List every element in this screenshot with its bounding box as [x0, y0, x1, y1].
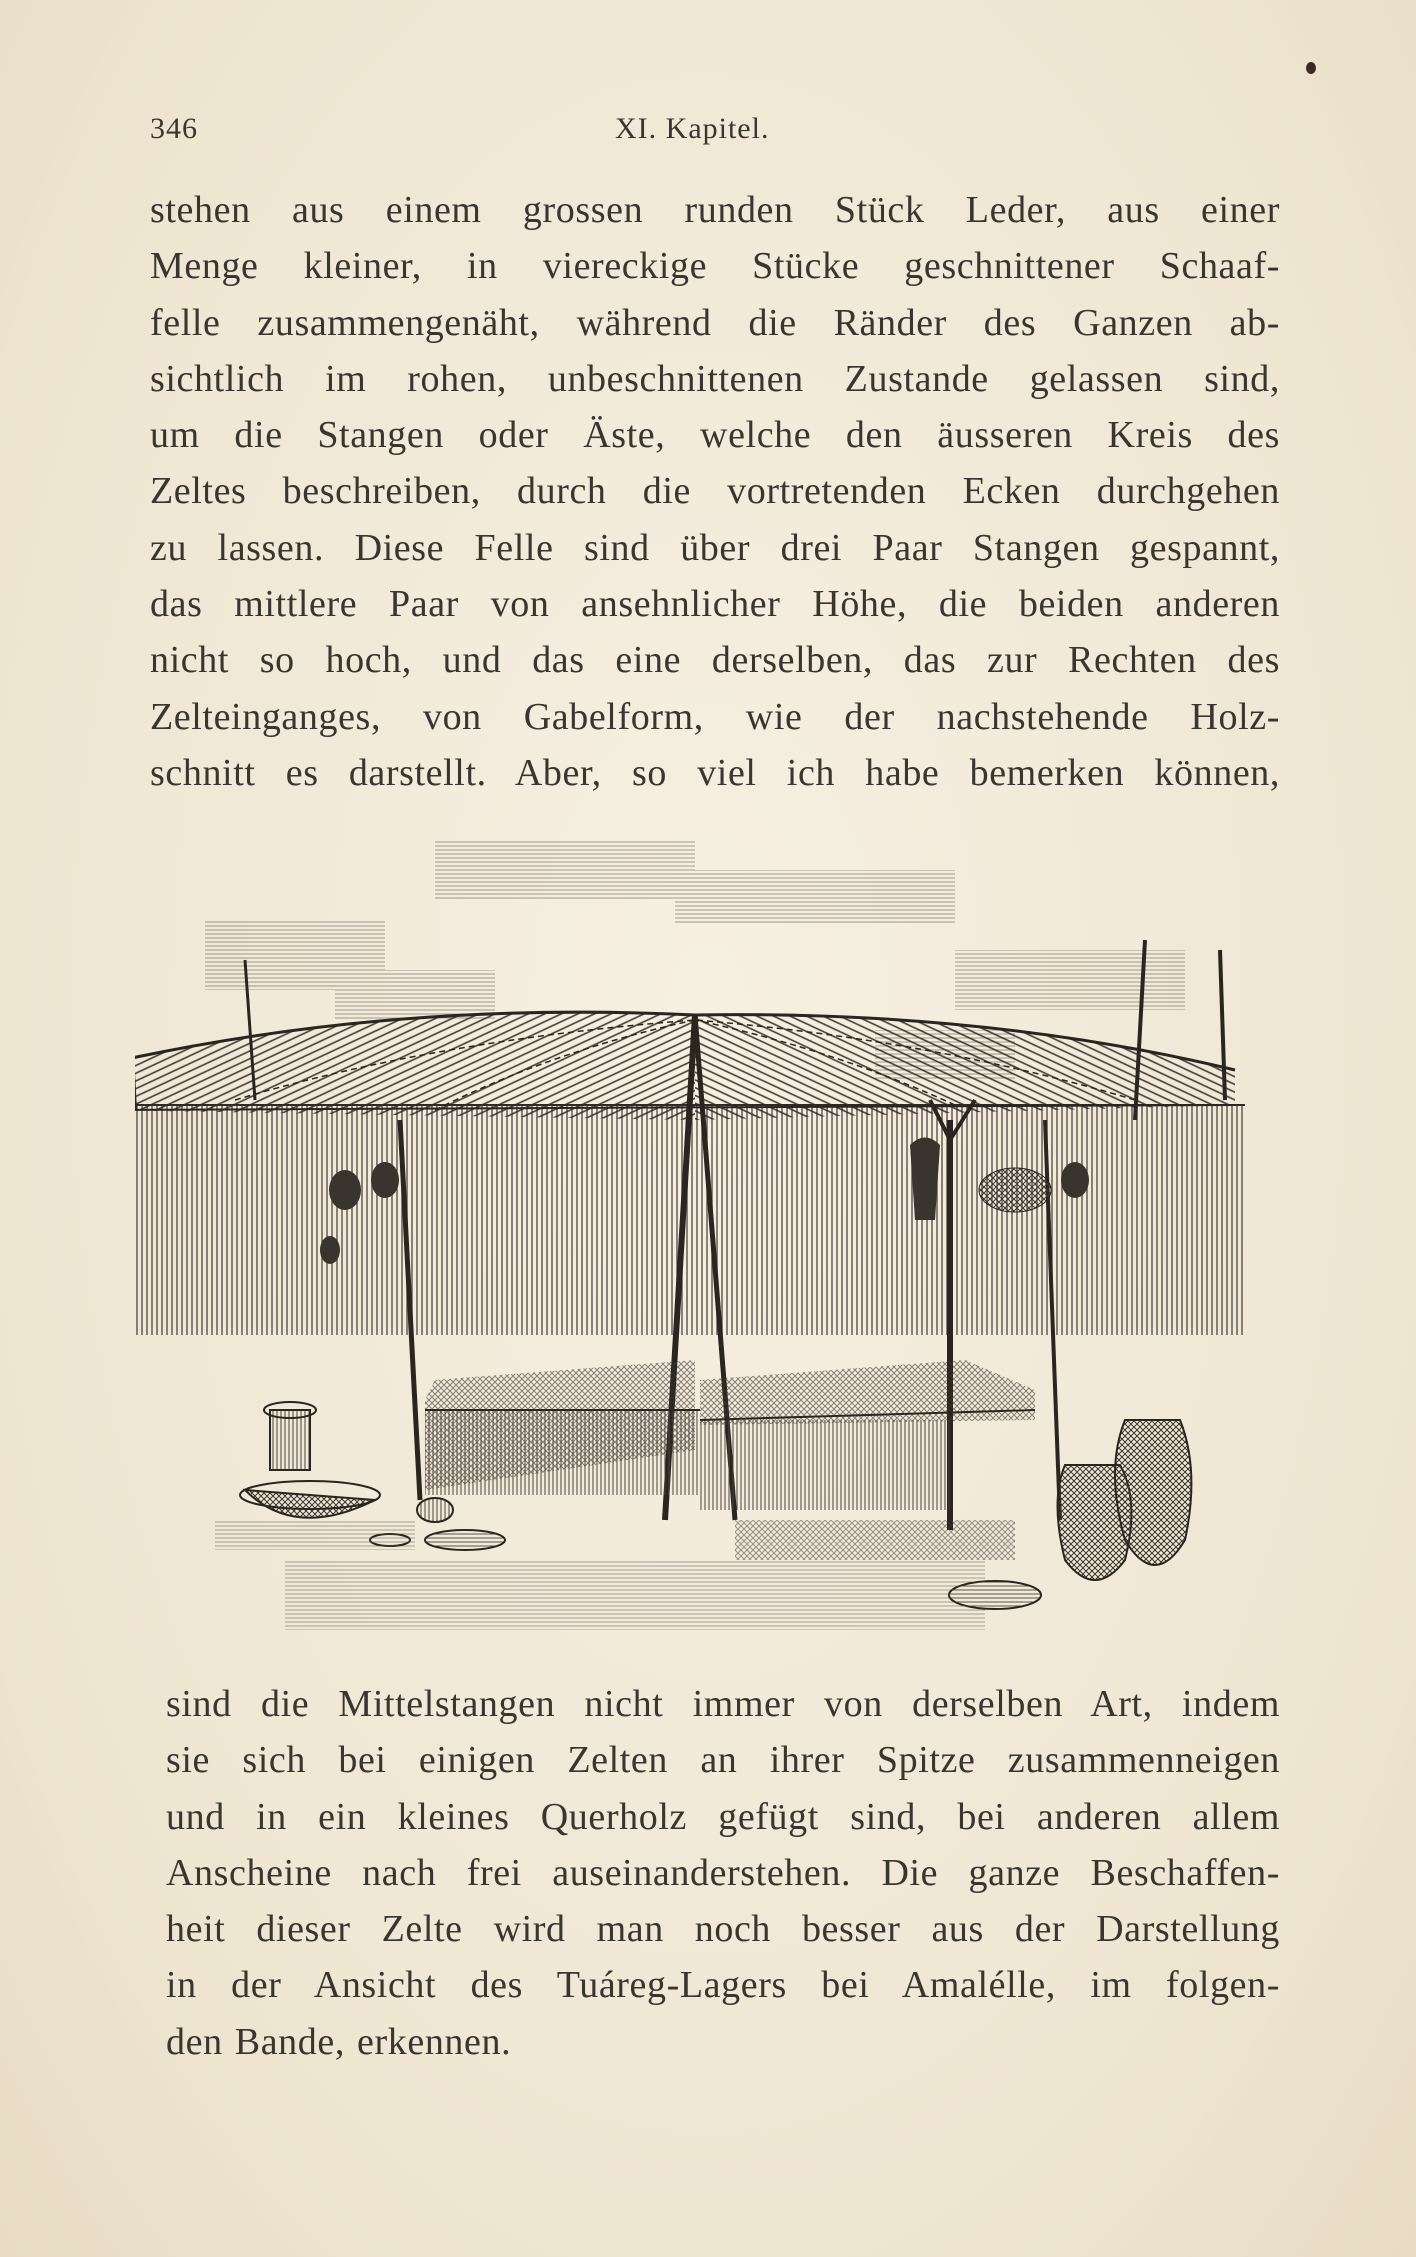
text-line: Menge kleiner, in viereckige Stücke geschnittener Schaaf-: [150, 245, 1280, 288]
text-line: felle zusammengenäht, während die Ränder des Ganzen ab-: [150, 301, 1280, 344]
tent-engraving: [135, 800, 1275, 1660]
text-line: Anscheine nach frei auseinanderstehen. Die ganze Beschaffen-: [166, 1851, 1280, 1894]
text-line: zu lassen. Diese Felle sind über drei Paar Stangen gespannt,: [150, 526, 1280, 569]
text-line: den Bande, erkennen.: [166, 2020, 512, 2063]
text-line: sind die Mittelstangen nicht immer von derselben Art, indem: [166, 1683, 1280, 1725]
page-number: 346: [150, 112, 198, 145]
tent-engraving-svg: [135, 800, 1275, 1660]
running-head: XI. Kapitel.: [615, 112, 770, 145]
text-line: Zeltes beschreiben, durch die vortretenden Ecken durchgehen: [150, 470, 1280, 513]
text-line: nicht so hoch, und das eine derselben, das zur Rechten des: [150, 639, 1280, 682]
text-line: in der Ansicht des Tuáreg-Lagers bei Amalélle, im folgen-: [166, 1964, 1280, 2007]
ground-hatching: [215, 1520, 1015, 1630]
text-line: sichtlich im rohen, unbeschnittenen Zustande gelassen sind,: [150, 357, 1280, 400]
text-line: heit dieser Zelte wird man noch besser aus der Darstellung: [166, 1908, 1280, 1951]
page-header: [150, 112, 1280, 162]
sleeping-platforms: [425, 1360, 1035, 1510]
paragraph-top: [150, 182, 1280, 801]
ink-spot: [1306, 62, 1316, 74]
text-line: und in ein kleines Querholz gefügt sind, bei anderen allem: [166, 1795, 1280, 1838]
text-line: Zelteinganges, von Gabelform, wie der nachstehende Holz-: [150, 695, 1280, 738]
text-line: das mittlere Paar von ansehnlicher Höhe, die beiden anderen: [150, 583, 1280, 626]
text-line: stehen aus einem grossen runden Stück Leder, aus einer: [150, 189, 1280, 231]
paragraph-bottom: [166, 1676, 1280, 2070]
tent-roof: [135, 1012, 1235, 1120]
clay-jars: [1058, 1420, 1192, 1580]
text-line: sie sich bei einigen Zelten an ihrer Spitze zusammenneigen: [166, 1739, 1280, 1782]
text-line: schnitt es darstellt. Aber, so viel ich habe bemerken können,: [150, 751, 1280, 794]
text-line: um die Stangen oder Äste, welche den äusseren Kreis des: [150, 414, 1280, 457]
